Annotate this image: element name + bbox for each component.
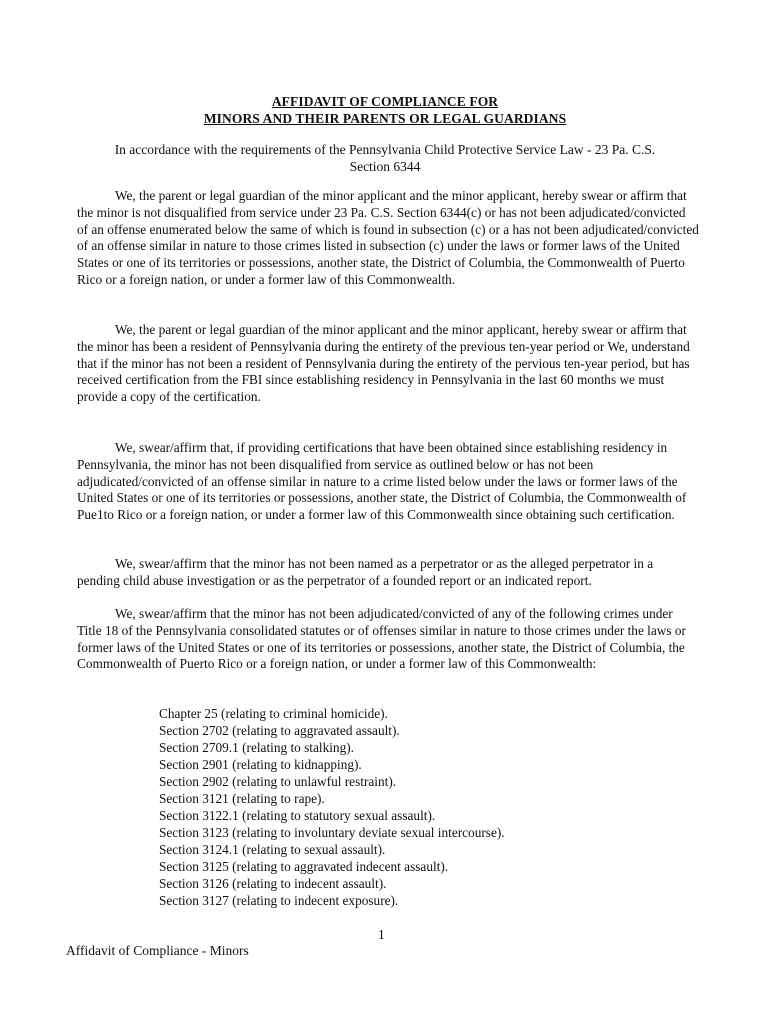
paragraph-certifications: We, swear/affirm that, if providing certifications that have been obtained since establishing residency in Pennsylvania, the minor has not been disqualified from service as outlined below or has not been adjudicated/convicted of an offense similar in nature to a crime listed below under the laws or former laws of the United States or one of its territories or possessions, another state, the District of Columbia, the Commonwealth of Pue1to Rico or a foreign nation, or under a former law of this Commonwealth since obtaining such certification. <box>77 440 687 523</box>
list-item: Section 3123 (relating to involuntary deviate sexual intercourse). <box>159 825 505 840</box>
paragraph-crimes-intro: We, swear/affirm that the minor has not been adjudicated/convicted of any of the following crimes under Title 18 of the Pennsylvania consolidated statutes or of offenses similar in nature to those crimes under the laws or former laws of the United States or one of its territories or possessions, another state, the District of Columbia, the Commonwealth of Puerto Rico or a foreign nation, or under a former law of this Commonwealth: <box>77 606 686 672</box>
list-item: Section 2709.1 (relating to stalking). <box>159 740 354 755</box>
page-footer: Affidavit of Compliance - Minors <box>66 943 249 958</box>
list-item: Section 2702 (relating to aggravated assault). <box>159 723 400 738</box>
list-item: Section 3121 (relating to rape). <box>159 791 325 806</box>
list-item: Chapter 25 (relating to criminal homicide). <box>159 706 388 721</box>
document-title-line2: MINORS AND THEIR PARENTS OR LEGAL GUARDIANS <box>203 111 567 126</box>
page-number: 1 <box>378 927 385 942</box>
list-item: Section 3122.1 (relating to statutory sexual assault). <box>159 808 436 823</box>
document-title-line1: AFFIDAVIT OF COMPLIANCE FOR <box>271 94 499 109</box>
list-item: Section 3124.1 (relating to sexual assault). <box>159 842 386 857</box>
list-item: Section 2902 (relating to unlawful restraint). <box>159 774 397 789</box>
list-item: Section 3125 (relating to aggravated indecent assault). <box>159 859 449 874</box>
paragraph-residency: We, the parent or legal guardian of the minor applicant and the minor applicant, hereby swear or affirm that the minor has been a resident of Pennsylvania during the entirety of the previous ten-year period or We, understand that if the minor has not been a resident of Pennsylvania during the entirety of the pervious ten-year period, but has received certification from the FBI since establishing residency in Pennsylvania in the last 60 months we must provide a copy of the certification. <box>77 322 690 405</box>
paragraph-perpetrator: We, swear/affirm that the minor has not been named as a perpetrator or as the alleged perpetrator in a pending child abuse investigation or as the perpetrator of a founded report or an indicated report. <box>77 556 654 588</box>
list-item: Section 3127 (relating to indecent exposure). <box>159 893 399 908</box>
intro-statement: In accordance with the requirements of the Pennsylvania Child Protective Service Law - 23 Pa. C.S. Section 6344 <box>114 142 656 174</box>
list-item: Section 2901 (relating to kidnapping). <box>159 757 362 772</box>
paragraph-disqualification: We, the parent or legal guardian of the minor applicant and the minor applicant, hereby swear or affirm that the minor is not disqualified from service under 23 Pa. C.S. Section 6344(c) or has not been adjudicated/convicted of an offense enumerated below the same of which is found in subsection (c) or a has not been adjudicated/convicted of an offense similar in nature to those crimes listed in subsection (c) under the laws or former laws of the United States or one of its territories or possessions, another state, the District of Columbia, the Commonwealth of Puerto Rico or a foreign nation, or under a former law of this Commonwealth. <box>77 188 699 287</box>
crimes-list <box>159 705 505 909</box>
list-item: Section 3126 (relating to indecent assault). <box>159 876 387 891</box>
